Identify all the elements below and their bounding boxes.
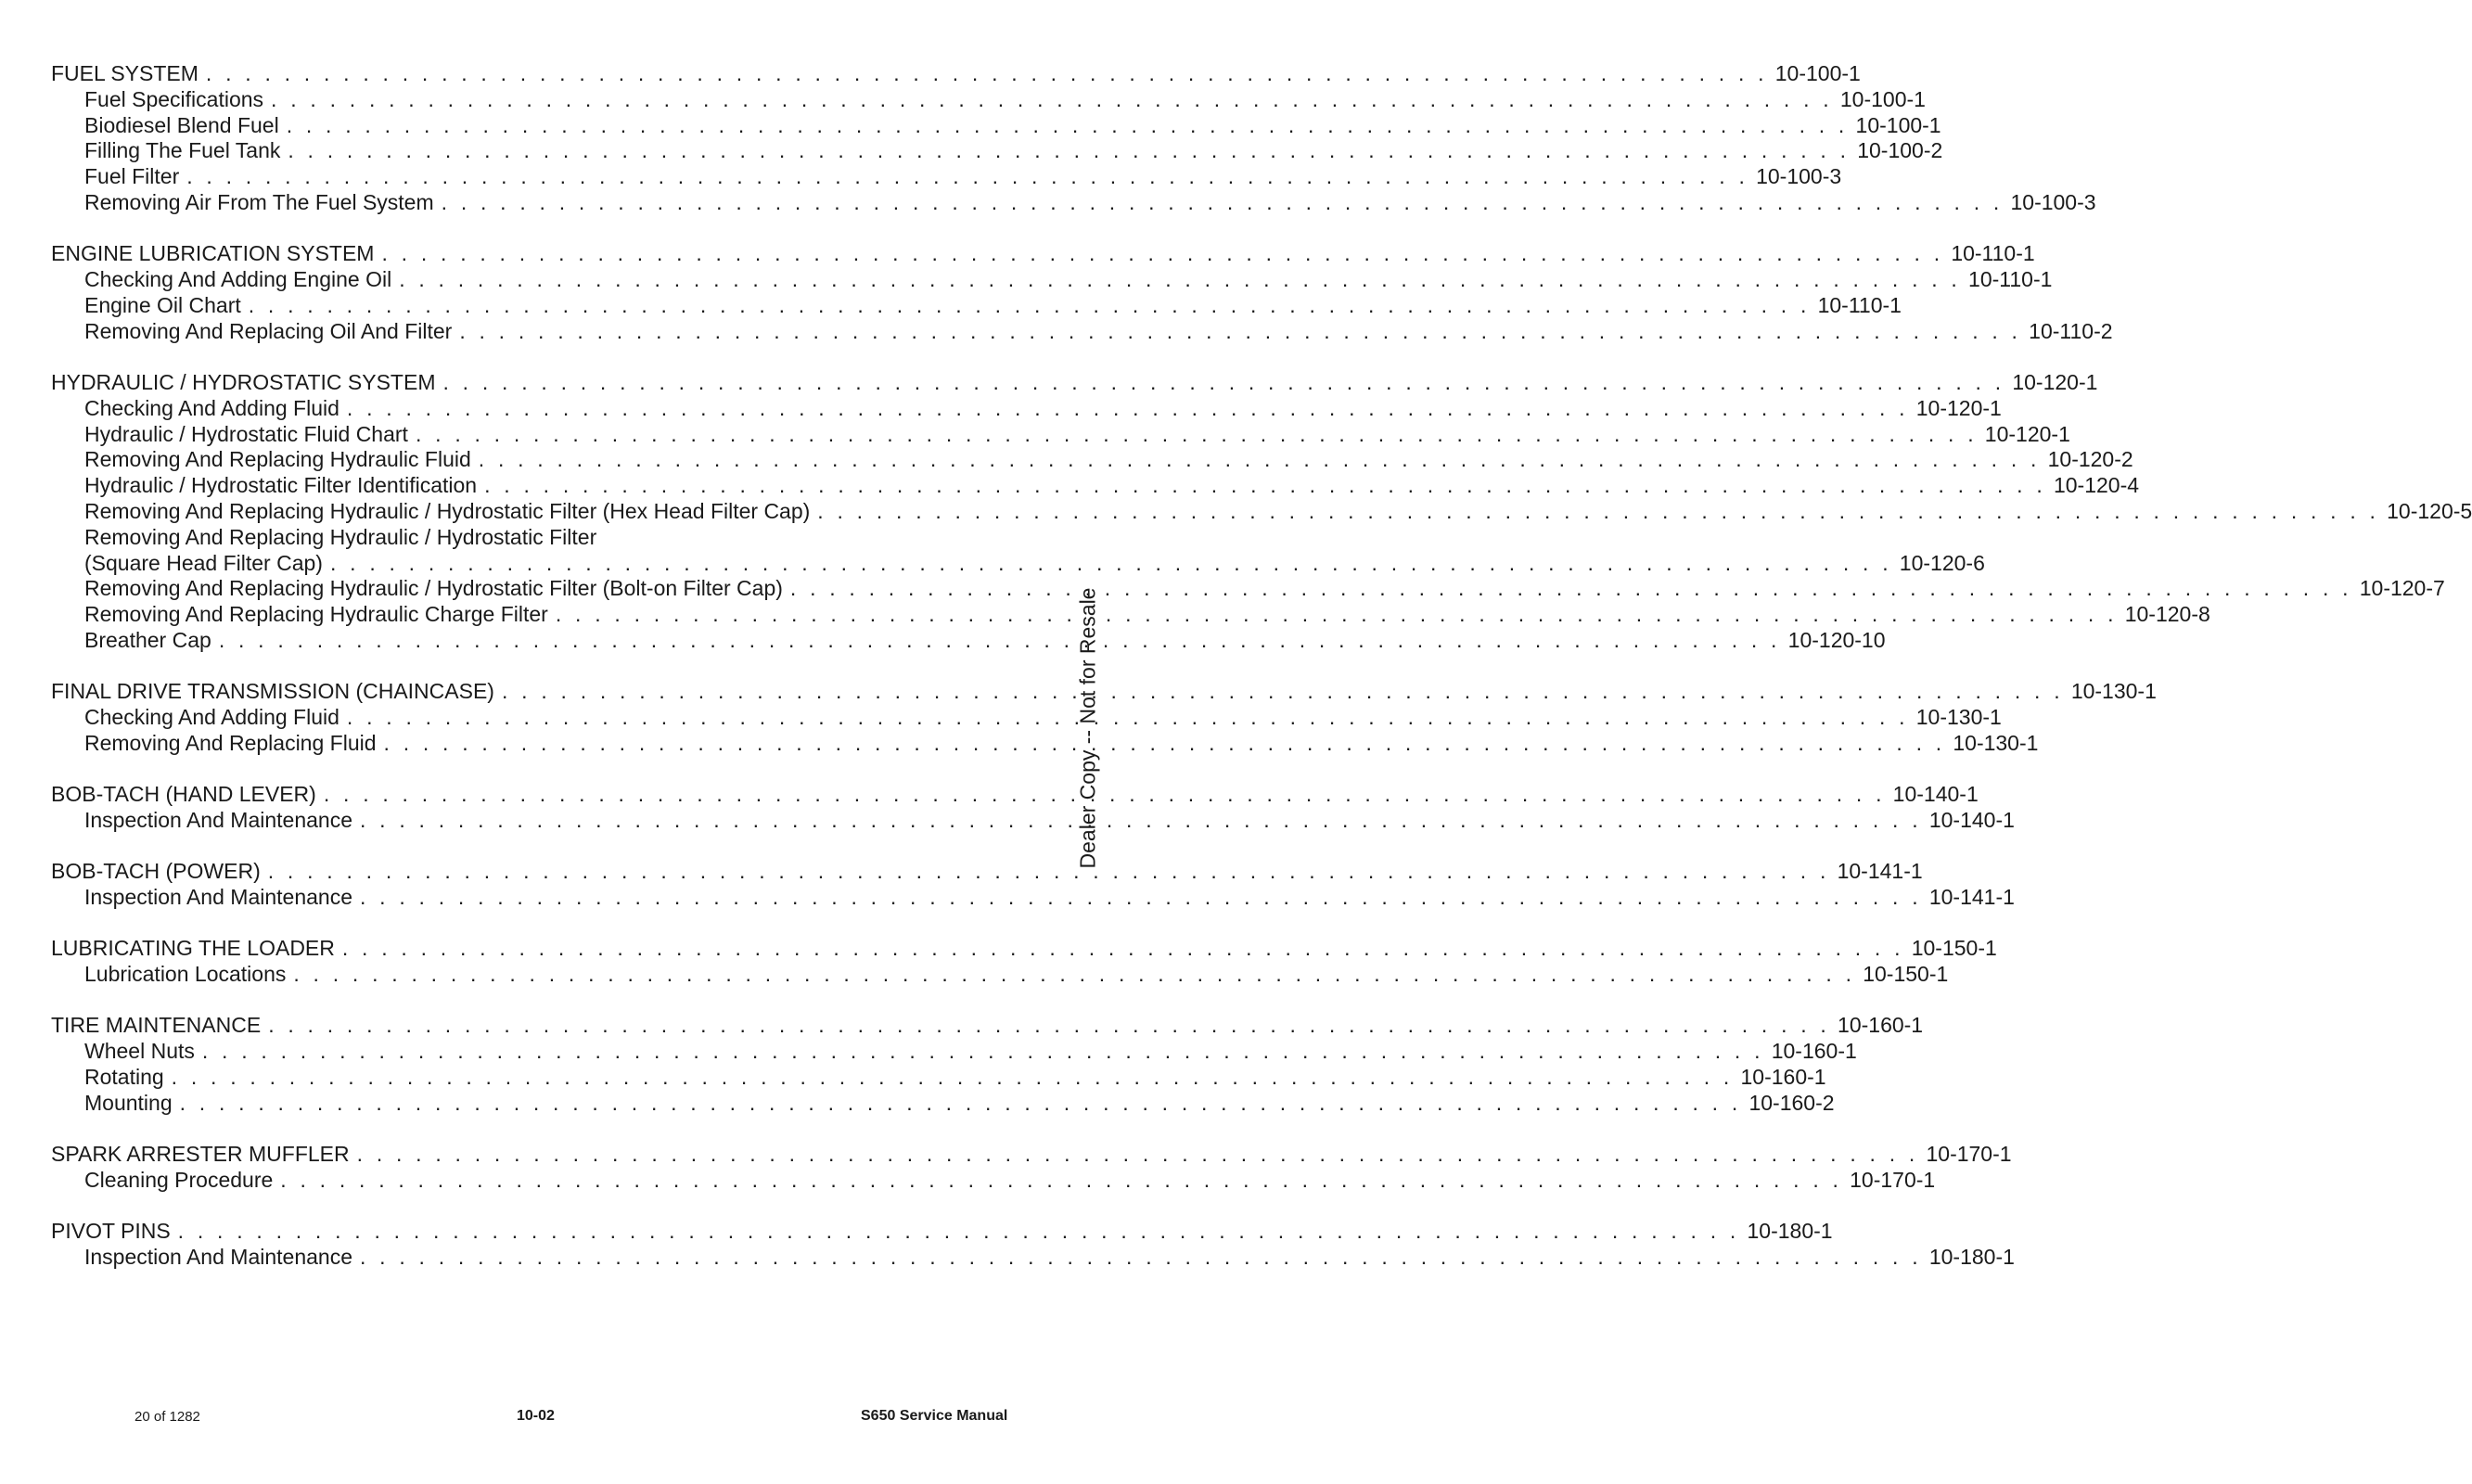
toc-entry <box>51 86 1926 113</box>
toc-page-number: 10-100-1 <box>1774 61 1861 85</box>
toc-section <box>51 369 2472 654</box>
toc-entry <box>51 550 1985 577</box>
toc-entry-label: Cleaning Procedure <box>84 1167 274 1192</box>
leader-dots: . . . . . . . . . . . . . . . . . . . . . . . . . . . . . . . . . . . . . . . . . . . . . . . . . . . . . . . . . . . . . . . . . . . . . . . . . . . . . . . . <box>267 859 1830 884</box>
toc-entry-label: Removing And Replacing Hydraulic / Hydrostatic Filter (Bolt-on Filter Cap) <box>84 576 783 601</box>
toc-entry <box>51 962 1949 988</box>
toc-page-number: 10-120-10 <box>1787 627 1886 652</box>
toc-page-number: 10-100-1 <box>1855 112 1941 137</box>
toc-section-heading <box>51 1219 1833 1245</box>
toc-section-heading <box>51 1013 1924 1039</box>
toc-entry-label: Wheel Nuts <box>84 1039 195 1064</box>
footer-page-count: 20 of 1282 <box>134 1409 200 1425</box>
footer-manual-title: S650 Service Manual <box>861 1408 1008 1424</box>
footer-section-number: 10-02 <box>517 1408 555 1424</box>
leader-dots: . . . . . . . . . . . . . . . . . . . . . . . . . . . . . . . . . . . . . . . . . . . . . . . . . . . . . . . . . . . . . . . . . . . . . . . . . . . . . . . . <box>341 936 1904 961</box>
toc-entry-label: Lubrication Locations <box>84 962 287 987</box>
toc-entry-label: Checking And Adding Engine Oil <box>84 267 392 292</box>
toc-entry <box>51 885 2015 911</box>
leader-dots: . . . . . . . . . . . . . . . . . . . . . . . . . . . . . . . . . . . . . . . . . . . . . . . . . . . . . . . . . . . . . . . . . . . . . . . . . . . . . . . . <box>383 730 1946 755</box>
leader-dots: . . . . . . . . . . . . . . . . . . . . . . . . . . . . . . . . . . . . . . . . . . . . . . . . . . . . . . . . . . . . . . . . . . . . . . . . . . . . . . . . <box>789 576 2352 601</box>
toc-page-number: 10-110-2 <box>2029 318 2113 343</box>
leader-dots: . . . . . . . . . . . . . . . . . . . . . . . . . . . . . . . . . . . . . . . . . . . . . . . . . . . . . . . . . . . . . . . . . . . . . . . . . . . . . . . . <box>555 602 2118 627</box>
toc-section <box>51 859 2015 911</box>
toc-page-number: 10-110-1 <box>1968 267 2053 292</box>
leader-dots: . . . . . . . . . . . . . . . . . . . . . . . . . . . . . . . . . . . . . . . . . . . . . . . . . . . . . . . . . . . . . . . . . . . . . . . . . . . . . . . . <box>179 1090 1742 1115</box>
toc-entry <box>51 807 2015 834</box>
leader-dots: . . . . . . . . . . . . . . . . . . . . . . . . . . . . . . . . . . . . . . . . . . . . . . . . . . . . . . . . . . . . . . . . . . . . . . . . . . . . . . . . <box>442 369 2005 394</box>
toc-page-number: 10-170-1 <box>1850 1167 1936 1192</box>
leader-dots: . . . . . . . . . . . . . . . . . . . . . . . . . . . . . . . . . . . . . . . . . . . . . . . . . . . . . . . . . . . . . . . . . . . . . . . . . . . . . . . . <box>478 447 2041 472</box>
leader-dots: . . . . . . . . . . . . . . . . . . . . . . . . . . . . . . . . . . . . . . . . . . . . . . . . . . . . . . . . . . . . . . . . . . . . . . . . . . . . . . . . <box>399 267 1962 292</box>
toc-section <box>51 782 2015 834</box>
leader-dots: . . . . . . . . . . . . . . . . . . . . . . . . . . . . . . . . . . . . . . . . . . . . . . . . . . . . . . . . . . . . . . . . . . . . . . . . . . . . . . . . <box>268 1013 1831 1038</box>
toc-entry <box>51 138 1943 164</box>
toc-entry <box>51 395 2002 422</box>
leader-dots: . . . . . . . . . . . . . . . . . . . . . . . . . . . . . . . . . . . . . . . . . . . . . . . . . . . . . . . . . . . . . . . . . . . . . . . . . . . . . . . . <box>346 705 1909 730</box>
toc-entry <box>51 498 2472 525</box>
toc-entry-label: Fuel Filter <box>84 164 180 189</box>
toc-heading-label: FUEL SYSTEM <box>51 61 199 85</box>
toc-entry-label: Removing Air From The Fuel System <box>84 189 434 214</box>
toc-page-number: 10-130-1 <box>1915 705 2002 730</box>
toc-page-number: 10-160-1 <box>1771 1039 1857 1064</box>
leader-dots: . . . . . . . . . . . . . . . . . . . . . . . . . . . . . . . . . . . . . . . . . . . . . . . . . . . . . . . . . . . . . . . . . . . . . . . . . . . . . . . . <box>381 241 1944 266</box>
leader-dots: . . . . . . . . . . . . . . . . . . . . . . . . . . . . . . . . . . . . . . . . . . . . . . . . . . . . . . . . . . . . . . . . . . . . . . . . . . . . . . . . <box>293 962 1856 987</box>
toc-page-number: 10-160-1 <box>1838 1013 1924 1038</box>
toc-page-number: 10-120-2 <box>2047 447 2133 472</box>
toc-page-number: 10-150-1 <box>1863 962 1949 987</box>
leader-dots: . . . . . . . . . . . . . . . . . . . . . . . . . . . . . . . . . . . . . . . . . . . . . . . . . . . . . . . . . . . . . . . . . . . . . . . . . . . . . . . . <box>288 138 1851 163</box>
toc-entry <box>51 189 2096 216</box>
toc-entry <box>51 602 2210 628</box>
toc-entry <box>51 267 2053 293</box>
toc-entry <box>51 292 1902 319</box>
toc-entry <box>51 447 2133 473</box>
toc-section <box>51 936 1997 988</box>
toc-entry-label: Removing And Replacing Oil And Filter <box>84 318 453 343</box>
toc-heading-label: LUBRICATING THE LOADER <box>51 936 335 961</box>
toc-page-number: 10-110-1 <box>1951 241 2035 266</box>
toc-heading-label: BOB-TACH (HAND LEVER) <box>51 782 316 807</box>
toc-entry-label: Inspection And Maintenance <box>84 1244 352 1269</box>
leader-dots: . . . . . . . . . . . . . . . . . . . . . . . . . . . . . . . . . . . . . . . . . . . . . . . . . . . . . . . . . . . . . . . . . . . . . . . . . . . . . . . . <box>201 1039 1764 1064</box>
toc-page-number: 10-160-1 <box>1740 1065 1826 1089</box>
leader-dots: . . . . . . . . . . . . . . . . . . . . . . . . . . . . . . . . . . . . . . . . . . . . . . . . . . . . . . . . . . . . . . . . . . . . . . . . . . . . . . . . <box>346 395 1909 420</box>
toc-entry <box>51 705 2002 731</box>
toc-entry <box>51 1244 2015 1271</box>
leader-dots: . . . . . . . . . . . . . . . . . . . . . . . . . . . . . . . . . . . . . . . . . . . . . . . . . . . . . . . . . . . . . . . . . . . . . . . . . . . . . . . . <box>271 86 1833 111</box>
dealer-copy-watermark: Dealer Copy -- Not for Resale <box>1075 587 1100 869</box>
toc-entry-label: Checking And Adding Fluid <box>84 705 339 730</box>
toc-page-number: 10-130-1 <box>1953 730 2039 755</box>
leader-dots: . . . . . . . . . . . . . . . . . . . . . . . . . . . . . . . . . . . . . . . . . . . . . . . . . . . . . . . . . . . . . . . . . . . . . . . . . . . . . . . . <box>356 1142 1919 1167</box>
toc-section-heading <box>51 936 1997 962</box>
toc-page-number: 10-100-2 <box>1857 138 1943 163</box>
toc-heading-label: TIRE MAINTENANCE <box>51 1013 262 1038</box>
toc-entry-label: Removing And Replacing Hydraulic / Hydrostatic Filter (Hex Head Filter Cap) <box>84 498 811 523</box>
toc-section <box>51 679 2157 756</box>
toc-entry-label: Mounting <box>84 1090 173 1115</box>
leader-dots: . . . . . . . . . . . . . . . . . . . . . . . . . . . . . . . . . . . . . . . . . . . . . . . . . . . . . . . . . . . . . . . . . . . . . . . . . . . . . . . . <box>248 292 1811 317</box>
toc-entry <box>51 421 2070 448</box>
leader-dots: . . . . . . . . . . . . . . . . . . . . . . . . . . . . . . . . . . . . . . . . . . . . . . . . . . . . . . . . . . . . . . . . . . . . . . . . . . . . . . . . <box>359 1244 1922 1269</box>
toc-entry-label: Engine Oil Chart <box>84 292 241 317</box>
toc-entry <box>51 1090 1835 1117</box>
toc-entry-label: Hydraulic / Hydrostatic Filter Identification <box>84 473 478 498</box>
toc-section <box>51 241 2113 344</box>
leader-dots: . . . . . . . . . . . . . . . . . . . . . . . . . . . . . . . . . . . . . . . . . . . . . . . . . . . . . . . . . . . . . . . . . . . . . . . . . . . . . . . . <box>280 1167 1843 1192</box>
toc-entry-label: Removing And Replacing Hydraulic / Hydrostatic Filter <box>84 524 597 549</box>
toc-page-number: 10-100-3 <box>1756 164 1842 189</box>
leader-dots: . . . . . . . . . . . . . . . . . . . . . . . . . . . . . . . . . . . . . . . . . . . . . . . . . . . . . . . . . . . . . . . . . . . . . . . . . . . . . . . . <box>171 1065 1734 1089</box>
toc-entry-label: Checking And Adding Fluid <box>84 395 339 420</box>
toc-section-heading <box>51 369 2098 396</box>
toc-entry-label: Hydraulic / Hydrostatic Fluid Chart <box>84 421 408 446</box>
toc-heading-label: ENGINE LUBRICATION SYSTEM <box>51 241 375 266</box>
leader-dots: . . . . . . . . . . . . . . . . . . . . . . . . . . . . . . . . . . . . . . . . . . . . . . . . . . . . . . . . . . . . . . . . . . . . . . . . . . . . . . . . <box>186 164 1749 189</box>
toc-page-number: 10-180-1 <box>1928 1244 2015 1269</box>
toc-page-number: 10-120-6 <box>1899 550 1985 575</box>
toc-entry <box>51 1065 1826 1091</box>
toc-entry <box>51 730 2039 757</box>
toc-entry-label: Removing And Replacing Hydraulic Charge Filter <box>84 602 548 627</box>
toc-heading-label: FINAL DRIVE TRANSMISSION (CHAINCASE) <box>51 679 494 704</box>
toc-entry-label: Inspection And Maintenance <box>84 885 352 910</box>
leader-dots: . . . . . . . . . . . . . . . . . . . . . . . . . . . . . . . . . . . . . . . . . . . . . . . . . . . . . . . . . . . . . . . . . . . . . . . . . . . . . . . . <box>459 318 2022 343</box>
toc-entry-label: Removing And Replacing Hydraulic Fluid <box>84 447 471 472</box>
leader-dots: . . . . . . . . . . . . . . . . . . . . . . . . . . . . . . . . . . . . . . . . . . . . . . . . . . . . . . . . . . . . . . . . . . . . . . . . . . . . . . . . <box>329 550 1892 575</box>
toc-entry <box>51 525 974 551</box>
toc-page-number: 10-150-1 <box>1911 936 1997 961</box>
toc-page-number: 10-140-1 <box>1928 807 2015 832</box>
toc-entry <box>51 627 1886 654</box>
toc-heading-label: BOB-TACH (POWER) <box>51 859 261 884</box>
toc-page-number: 10-110-1 <box>1817 292 1902 317</box>
leader-dots: . . . . . . . . . . . . . . . . . . . . . . . . . . . . . . . . . . . . . . . . . . . . . . . . . . . . . . . . . . . . . . . . . . . . . . . . . . . . . . . . <box>323 782 1886 807</box>
toc-section-heading <box>51 241 2035 267</box>
toc-section-heading <box>51 679 2157 705</box>
toc-entry <box>51 576 2445 602</box>
toc-entry-label: Inspection And Maintenance <box>84 807 352 832</box>
toc-section-heading <box>51 1142 2012 1168</box>
toc-page-number: 10-141-1 <box>1837 859 1923 884</box>
toc-heading-label: HYDRAULIC / HYDROSTATIC SYSTEM <box>51 369 436 394</box>
leader-dots: . . . . . . . . . . . . . . . . . . . . . . . . . . . . . . . . . . . . . . . . . . . . . . . . . . . . . . . . . . . . . . . . . . . . . . . . . . . . . . . . <box>218 627 1781 652</box>
leader-dots: . . . . . . . . . . . . . . . . . . . . . . . . . . . . . . . . . . . . . . . . . . . . . . . . . . . . . . . . . . . . . . . . . . . . . . . . . . . . . . . . <box>177 1219 1740 1244</box>
toc-page-number: 10-120-7 <box>2359 576 2445 601</box>
toc-entry-label: Rotating <box>84 1065 164 1089</box>
toc-page-number: 10-100-1 <box>1839 86 1926 111</box>
toc-section <box>51 1013 1924 1116</box>
toc-heading-label: PIVOT PINS <box>51 1219 171 1244</box>
leader-dots: . . . . . . . . . . . . . . . . . . . . . . . . . . . . . . . . . . . . . . . . . . . . . . . . . . . . . . . . . . . . . . . . . . . . . . . . . . . . . . . . <box>359 885 1922 910</box>
leader-dots: . . . . . . . . . . . . . . . . . . . . . . . . . . . . . . . . . . . . . . . . . . . . . . . . . . . . . . . . . . . . . . . . . . . . . . . . . . . . . . . . <box>817 498 2380 523</box>
toc-section-heading <box>51 782 1979 808</box>
toc-section <box>51 61 2096 216</box>
toc-entry <box>51 164 1842 190</box>
toc-entry <box>51 473 2140 499</box>
toc-entry <box>51 318 2113 345</box>
toc-section-heading <box>51 859 1923 885</box>
toc-page-number: 10-180-1 <box>1747 1219 1833 1244</box>
toc-page-number: 10-100-3 <box>2010 189 2096 214</box>
toc-page-number: 10-120-1 <box>1984 421 2070 446</box>
toc-entry-label: Biodiesel Blend Fuel <box>84 112 279 137</box>
leader-dots: . . . . . . . . . . . . . . . . . . . . . . . . . . . . . . . . . . . . . . . . . . . . . . . . . . . . . . . . . . . . . . . . . . . . . . . . . . . . . . . . <box>441 189 2004 214</box>
toc-entry-label: Breather Cap <box>84 627 211 652</box>
toc-page-number: 10-141-1 <box>1928 885 2015 910</box>
toc-page-number: 10-120-1 <box>1915 395 2002 420</box>
toc-section <box>51 1219 2015 1271</box>
toc-page-number: 10-120-1 <box>2012 369 2098 394</box>
leader-dots: . . . . . . . . . . . . . . . . . . . . . . . . . . . . . . . . . . . . . . . . . . . . . . . . . . . . . . . . . . . . . . . . . . . . . . . . . . . . . . . . <box>501 679 2064 704</box>
toc-section <box>51 1142 2012 1194</box>
toc-page-number: 10-130-1 <box>2070 679 2157 704</box>
toc-heading-label: SPARK ARRESTER MUFFLER <box>51 1142 350 1167</box>
toc-entry <box>51 112 1941 139</box>
toc-page-number: 10-120-8 <box>2124 602 2210 627</box>
leader-dots: . . . . . . . . . . . . . . . . . . . . . . . . . . . . . . . . . . . . . . . . . . . . . . . . . . . . . . . . . . . . . . . . . . . . . . . . . . . . . . . . <box>415 421 1978 446</box>
toc-page-number: 10-120-5 <box>2387 498 2472 523</box>
leader-dots: . . . . . . . . . . . . . . . . . . . . . . . . . . . . . . . . . . . . . . . . . . . . . . . . . . . . . . . . . . . . . . . . . . . . . . . . . . . . . . . . <box>205 61 1768 85</box>
toc-entry-label: Fuel Specifications <box>84 86 264 111</box>
toc-entry-label: Removing And Replacing Fluid <box>84 730 377 755</box>
toc-entry-label: (Square Head Filter Cap) <box>84 550 323 575</box>
leader-dots: . . . . . . . . . . . . . . . . . . . . . . . . . . . . . . . . . . . . . . . . . . . . . . . . . . . . . . . . . . . . . . . . . . . . . . . . . . . . . . . . <box>484 473 2046 498</box>
toc-entry-label: Filling The Fuel Tank <box>84 138 281 163</box>
toc-page-number: 10-160-2 <box>1748 1090 1835 1115</box>
toc-page-number: 10-170-1 <box>1926 1142 2012 1167</box>
toc-section-heading <box>51 61 1861 87</box>
toc-page-number: 10-120-4 <box>2053 473 2140 498</box>
leader-dots: . . . . . . . . . . . . . . . . . . . . . . . . . . . . . . . . . . . . . . . . . . . . . . . . . . . . . . . . . . . . . . . . . . . . . . . . . . . . . . . . <box>359 807 1922 832</box>
toc-entry <box>51 1039 1857 1065</box>
toc-page-number: 10-140-1 <box>1892 782 1979 807</box>
leader-dots: . . . . . . . . . . . . . . . . . . . . . . . . . . . . . . . . . . . . . . . . . . . . . . . . . . . . . . . . . . . . . . . . . . . . . . . . . . . . . . . . <box>286 112 1849 137</box>
toc-entry <box>51 1167 1936 1194</box>
